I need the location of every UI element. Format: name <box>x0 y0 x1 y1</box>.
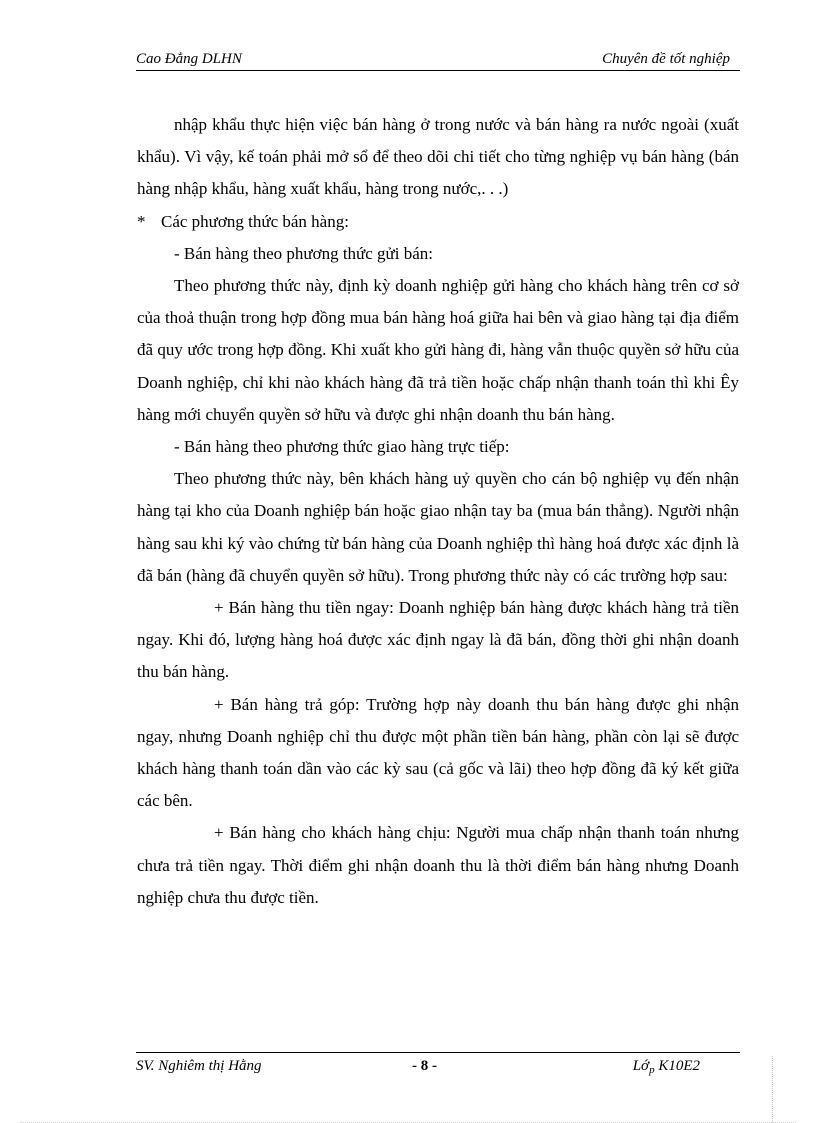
page-header <box>136 50 740 71</box>
paragraph: nhập khẩu thực hiện việc bán hàng ở trong nước và bán hàng ra nước ngoài (xuất khẩu). Vì vậy, kế toán phải mở sổ để theo dõi chi tiết cho từng nghiệp vụ bán hàng (bán hàng nhập khẩu, hàng xuất khẩu, hàng trong nước,. . .) <box>137 115 739 199</box>
footer-rule <box>136 1052 740 1053</box>
footer-class <box>633 1058 700 1076</box>
page-footer <box>136 1058 740 1080</box>
header-school: Cao Đẳng DLHN <box>136 51 242 67</box>
class-code: K10E2 <box>654 1058 700 1074</box>
paragraph: Theo phương thức này, định kỳ doanh nghiệp gửi hàng cho khách hàng trên cơ sở của thoả thuận trong hợp đồng mua bán hàng hoá giữa hai bên và giao hàng tại địa điểm đã quy ước trong hợp đồng. Khi xuất kho gửi hàng đi, hàng vẫn thuộc quyền sở hữu của Doanh nghiệp, chỉ khi nào khách hàng đã trả tiền hoặc chấp nhận thanh toán thì khi Êy hàng mới chuyển quyền sở hữu và được ghi nhận doanh thu bán hàng. <box>137 276 739 424</box>
page-number: - 8 - <box>412 1058 437 1074</box>
asterisk-bullet: * <box>137 211 146 231</box>
class-subscript: p <box>649 1064 655 1076</box>
class-prefix: Lớ <box>632 1058 650 1074</box>
paragraph: Theo phương thức này, bên khách hàng uỷ quyền cho cán bộ nghiệp vụ đến nhận hàng tại kho của Doanh nghiệp bán hoặc giao nhận tay ba (mua bán thẳng). Người nhận hàng sau khi ký vào chứng từ bán hàng của Doanh nghiệp thì hàng hoá được xác định là đã bán (hàng đã chuyển quyền sở hữu). Trong phương thức này có các trường hợp sau: <box>137 469 739 585</box>
page-corner-dotted <box>772 1056 773 1123</box>
document-body <box>137 109 739 914</box>
subheading: - Bán hàng theo phương thức gửi bán: <box>174 243 434 263</box>
bullet-text: Các phương thức bán hàng: <box>161 211 349 231</box>
subheading: - Bán hàng theo phương thức giao hàng trực tiếp: <box>174 437 510 457</box>
bullet-item <box>137 206 739 238</box>
paragraph: + Bán hàng thu tiền ngay: Doanh nghiệp bán hàng được khách hàng trả tiền ngay. Khi đó, lượng hàng hoá được xác định ngay là đã bán, đồng thời ghi nhận doanh thu bán hàng. <box>137 598 739 682</box>
header-title: Chuyên đề tốt nghiệp <box>602 51 730 67</box>
paragraph: + Bán hàng cho khách hàng chịu: Người mua chấp nhận thanh toán nhưng chưa trả tiền ngay. Thời điểm ghi nhận doanh thu là thời điểm bán hàng nhưng Doanh nghiệp chưa thu được tiền. <box>137 823 739 907</box>
footer-student: SV. Nghiêm thị Hằng <box>136 1058 262 1074</box>
paragraph: + Bán hàng trả góp: Trường hợp này doanh thu bán hàng được ghi nhận ngay, nhưng Doanh nghiệp chỉ thu được một phần tiền bán hàng, phần còn lại sẽ được khách hàng thanh toán dần vào các kỳ sau (cả gốc và lãi) theo hợp đồng đã ký kết giữa các bên. <box>137 694 739 811</box>
